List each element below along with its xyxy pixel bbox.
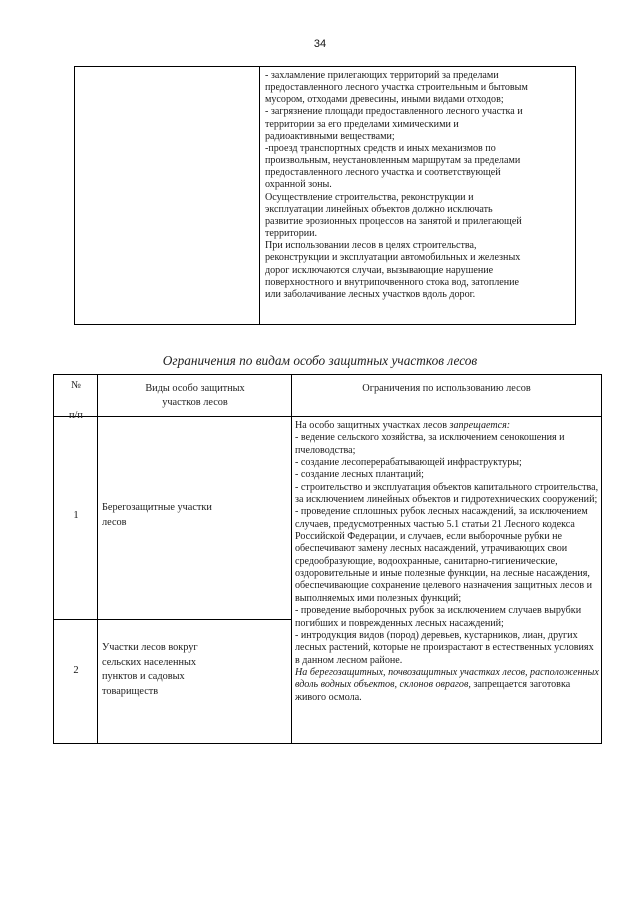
note-line <box>295 679 599 691</box>
restriction-line: за исключением линейных объектов и гидротехнических сооружений; <box>295 494 598 506</box>
row-kind-line: Берегозащитные участки <box>102 502 212 513</box>
text-line: эксплуатации линейных объектов должно исключать <box>265 203 493 215</box>
row-kind-line: пунктов и садовых <box>102 671 185 682</box>
text-line: радиоактивными веществами; <box>265 130 395 142</box>
restriction-line: обеспечивают замену лесных насаждений, утрачивающих свои <box>295 543 568 555</box>
row-kind <box>102 501 287 530</box>
restriction-line: обеспечивающие сохранение целевого назначения защитных лесов и <box>295 580 593 592</box>
header-number-label: п/п <box>69 410 83 421</box>
row-kind-line: товариществ <box>102 685 159 697</box>
note-line: живого осмола. <box>295 691 362 703</box>
text-line: -проезд транспортных средств и иных механизмов по <box>265 142 496 154</box>
header-kind-line: Виды особо защитных <box>145 383 245 394</box>
intro-text: На особо защитных участках лесов <box>295 420 450 431</box>
text-line: предоставленного лесного участка и соответствующей <box>265 167 501 179</box>
restrictions-cell <box>295 420 599 704</box>
restriction-line: Российской Федерации, и случаев, если выборочные рубки не <box>295 531 562 543</box>
restriction-line: - строительство и эксплуатация объектов капитального строительства, <box>295 481 599 493</box>
restriction-line: пчеловодства; <box>295 444 356 456</box>
row-divider <box>54 619 292 620</box>
section-title: Ограничения по видам особо защитных участков лесов <box>162 353 478 368</box>
intro-emphasis: запрещается: <box>449 420 511 431</box>
note-line: На берегозащитных, почвозащитных участках лесов, расположенных <box>295 666 599 678</box>
restriction-line: погибших и поврежденных лесных насаждений; <box>295 617 504 629</box>
header-restrictions: Ограничения по использованию лесов <box>362 383 531 394</box>
header-kind-line: участков лесов <box>162 397 228 408</box>
restrictions-table <box>53 374 602 744</box>
text-line: - загрязнение площади предоставленного лесного участка и <box>265 106 523 118</box>
restriction-line: - проведение выборочных рубок за исключением случаев вырубки <box>295 605 582 617</box>
text-line: поверхностного и внутрипочвенного стока вод, затопление <box>265 276 520 288</box>
text-line: произвольным, неустановленным маршрутам за пределами <box>265 155 521 167</box>
restriction-line: случаев, предусмотренных частью 5.1 статьи 21 Лесного кодекса <box>295 518 575 530</box>
continuation-table <box>74 66 576 325</box>
text-line: мусором, отходами древесины, иными видами отходов; <box>265 94 504 106</box>
header-number-symbol: № <box>71 380 81 391</box>
text-line: Осуществление строительства, реконструкции и <box>265 191 474 203</box>
text-line: дорог исключаются случаи, вызывающие нарушение <box>265 264 494 276</box>
restriction-line: - ведение сельского хозяйства, за исключением сенокошения и <box>295 432 565 444</box>
note-emphasis: вдоль водных объектов, склонов оврагов, <box>295 679 471 691</box>
restriction-line: - создание лесных плантаций; <box>295 469 424 481</box>
row-kind <box>102 641 287 699</box>
text-line: предоставленного лесного участка строительным и бытовым <box>265 82 528 94</box>
continuation-text-cell <box>260 67 575 324</box>
header-number <box>54 379 98 423</box>
row-number: 1 <box>73 510 79 521</box>
restriction-line: лесных растений, которые не произрастают в естественных условиях <box>295 642 594 654</box>
restriction-line: - интродукция видов (пород) деревьев, кустарников, лиан, других <box>295 629 578 641</box>
restrictions-intro <box>295 420 599 432</box>
text-line: территории за его пределами химическими и <box>265 118 459 130</box>
restriction-line: - создание лесоперерабатывающей инфраструктуры; <box>295 457 522 469</box>
note-text: запрещается заготовка <box>470 679 571 691</box>
row-kind-line: лесов <box>102 516 127 528</box>
text-line: территории. <box>265 228 318 240</box>
restriction-line: средообразующие, водоохранные, санитарно-гигиенические, <box>295 555 558 567</box>
column-divider <box>291 375 292 743</box>
column-divider <box>97 375 98 743</box>
restriction-line: выполняемых ими полезных функций; <box>295 592 462 604</box>
text-line: развитие эрозионных процессов на занятой и прилегающей <box>265 215 522 227</box>
restriction-line: - проведение сплошных рубок лесных насаждений, за исключением <box>295 506 588 518</box>
page-number: 34 <box>313 38 327 50</box>
header-kind <box>98 382 292 410</box>
text-line: - захламление прилегающих территорий за пределами <box>265 70 499 81</box>
restriction-line: в данном лесном районе. <box>295 654 403 666</box>
row-kind-line: сельских населенных <box>102 656 197 668</box>
text-line: реконструкции и эксплуатации автомобильных и железных <box>265 252 521 264</box>
text-line: или заболачивание лесных участков вдоль дорог. <box>265 288 476 300</box>
text-line: охранной зоны. <box>265 179 332 191</box>
continuation-empty-cell <box>75 67 260 324</box>
restriction-line: оздоровительные и иные полезные функции, на лесные насаждения, <box>295 568 590 580</box>
row-number: 2 <box>73 665 79 676</box>
text-line: При использовании лесов в целях строительства, <box>265 240 477 252</box>
header-divider <box>54 416 601 417</box>
row-kind-line: Участки лесов вокруг <box>102 642 198 653</box>
